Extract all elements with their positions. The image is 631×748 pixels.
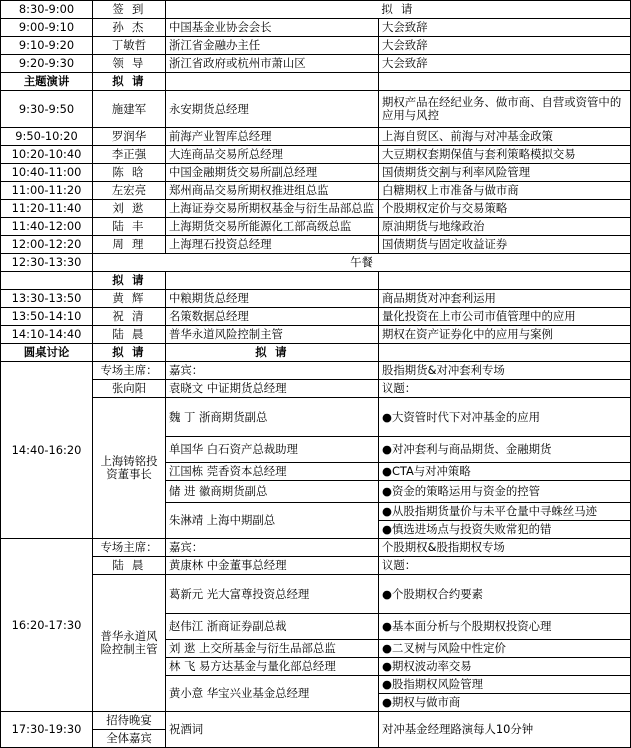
guest-cell: 江国栋 莞香资本总经理 xyxy=(166,463,379,481)
guest-cell: 朱淋靖 上海中期副总 xyxy=(166,503,379,539)
time-cell: 9:50-10:20 xyxy=(1,128,93,146)
time-cell: 9:20-9:30 xyxy=(1,55,93,73)
title-cell: 浙江省政府或杭州市萧山区 xyxy=(166,55,379,73)
title-cell: 永安期货总经理 xyxy=(166,91,379,128)
invite-header: 拟 请 xyxy=(166,1,631,19)
guest-cell: 储 进 徽商期货副总 xyxy=(166,481,379,503)
topics-label: 议题： xyxy=(379,557,631,575)
topic-cell: ●二叉树与风险中性定价 xyxy=(379,640,631,658)
speaker-cell: 陆 丰 xyxy=(93,218,166,236)
time-cell: 11:40-12:00 xyxy=(1,218,93,236)
time-cell: 13:30-13:50 xyxy=(1,290,93,308)
title-cell: 上海证券交易所期权基金与衍生品部总监 xyxy=(166,200,379,218)
agenda-row xyxy=(1,55,631,73)
topic-cell: 原油期货与地缘政治 xyxy=(379,218,631,236)
panel-theme: 个股期权&股指期权专场 xyxy=(379,539,631,557)
agenda-row xyxy=(1,182,631,200)
host-name: 陆 晨 xyxy=(93,557,166,575)
host-label: 专场主席： xyxy=(93,362,166,380)
topic-cell: ●对冲套利与商品期货、金融期货 xyxy=(379,437,631,463)
time-cell: 10:20-10:40 xyxy=(1,146,93,164)
guest-cell: 林 飞 易方达基金与量化部总经理 xyxy=(166,658,379,676)
guest-cell: 袁晓文 中证期货总经理 xyxy=(166,380,379,398)
agenda-row xyxy=(1,326,631,344)
speaker-cell: 黄 辉 xyxy=(93,290,166,308)
host-org: 上海铸铭投资董事长 xyxy=(93,398,166,539)
speaker-cell: 陆 晨 xyxy=(93,326,166,344)
topic-cell: 国债期货交割与利率风险管理 xyxy=(379,164,631,182)
section-label: 圆桌讨论 xyxy=(1,344,93,362)
title-cell: 郑州商品交易所期权推进组总监 xyxy=(166,182,379,200)
lunch-row xyxy=(1,254,631,272)
agenda-row xyxy=(1,91,631,128)
speaker-cell: 孙 杰 xyxy=(93,19,166,37)
speaker-cell: 丁敏哲 xyxy=(93,37,166,55)
time-cell: 16:20-17:30 xyxy=(1,539,93,712)
topic-cell: ●慎选进场点与投资失败常犯的错 xyxy=(379,521,631,539)
topic-cell: ●股指期权风险管理 xyxy=(379,676,631,694)
agenda-row xyxy=(1,218,631,236)
section-header-row xyxy=(1,272,631,290)
panel-host-row xyxy=(1,362,631,380)
speaker-cell: 祝 清 xyxy=(93,308,166,326)
topic-cell: 大会致辞 xyxy=(379,37,631,55)
lunch-label: 午餐 xyxy=(93,254,631,272)
evening-label: 全体嘉宾 xyxy=(93,730,166,748)
agenda-row xyxy=(1,200,631,218)
section-label: 主题演讲 xyxy=(1,73,93,91)
topic-cell: ●期权与做市商 xyxy=(379,694,631,712)
host-org: 普华永道风险控制主管 xyxy=(93,575,166,712)
guest-cell: 刘 逖 上交所基金与衍生品部总监 xyxy=(166,640,379,658)
time-cell: 11:20-11:40 xyxy=(1,200,93,218)
host-label: 专场主席： xyxy=(93,539,166,557)
agenda-row xyxy=(1,164,631,182)
agenda-row xyxy=(1,290,631,308)
guest-cell: 黄康林 中金董事总经理 xyxy=(166,557,379,575)
topic-cell: 国债期货与固定收益证券 xyxy=(379,236,631,254)
time-cell: 9:30-9:50 xyxy=(1,91,93,128)
topic-cell: 期权产品在经纪业务、做市商、自营或资管中的应用与风控 xyxy=(379,91,631,128)
panel-host-row xyxy=(1,539,631,557)
topic-cell: ●从股指期货量价与未平仓量中寻蛛丝马迹 xyxy=(379,503,631,521)
topic-cell: 个股期权定价与交易策略 xyxy=(379,200,631,218)
topic-cell: ●大资管时代下对冲基金的应用 xyxy=(379,398,631,437)
title-cell: 上海理石投资总经理 xyxy=(166,236,379,254)
agenda-row xyxy=(1,37,631,55)
agenda-row xyxy=(1,128,631,146)
invite-header: 拟 请 xyxy=(166,344,379,362)
title-cell: 前海产业智库总经理 xyxy=(166,128,379,146)
speaker-cell: 施建军 xyxy=(93,91,166,128)
guest-cell: 单国华 白石资产总裁助理 xyxy=(166,437,379,463)
speaker-cell: 刘 逖 xyxy=(93,200,166,218)
evening-label: 招待晚宴 xyxy=(93,712,166,730)
topic-cell: ●CTA与对冲策略 xyxy=(379,463,631,481)
title-cell: 中国金融期货交易所副总经理 xyxy=(166,164,379,182)
time-cell: 9:00-9:10 xyxy=(1,19,93,37)
time-cell: 14:10-14:40 xyxy=(1,326,93,344)
speaker-cell: 李正强 xyxy=(93,146,166,164)
topic-cell: 对冲基金经理路演每人10分钟 xyxy=(379,712,631,748)
agenda-row xyxy=(1,308,631,326)
title-cell: 中粮期货总经理 xyxy=(166,290,379,308)
time-cell: 12:30-13:30 xyxy=(1,254,93,272)
time-cell: 11:00-11:20 xyxy=(1,182,93,200)
topic-cell: 大会致辞 xyxy=(379,19,631,37)
topic-cell: ●期权波动率交易 xyxy=(379,658,631,676)
topic-cell: ●基本面分析与个股期权投资心理 xyxy=(379,614,631,640)
section-header-row xyxy=(1,344,631,362)
panel-theme: 股指期货&对冲套利专场 xyxy=(379,362,631,380)
title-cell: 浙江省金融办主任 xyxy=(166,37,379,55)
speaker-cell: 周 理 xyxy=(93,236,166,254)
guests-label: 嘉宾： xyxy=(166,539,379,557)
agenda-row xyxy=(1,1,631,19)
topic-cell: 上海自贸区、前海与对冲基金政策 xyxy=(379,128,631,146)
speaker-cell: 陈 晗 xyxy=(93,164,166,182)
time-cell: 17:30-19:30 xyxy=(1,712,93,748)
topics-label: 议题： xyxy=(379,380,631,398)
title-cell: 普华永道风险控制主管 xyxy=(166,326,379,344)
topic-cell: 期权在资产证券化中的应用与案例 xyxy=(379,326,631,344)
time-cell: 10:40-11:00 xyxy=(1,164,93,182)
guest-cell: 赵伟江 浙商证券副总裁 xyxy=(166,614,379,640)
speaker-cell: 罗润华 xyxy=(93,128,166,146)
time-cell: 8:30-9:00 xyxy=(1,1,93,19)
time-cell: 12:00-12:20 xyxy=(1,236,93,254)
agenda-row xyxy=(1,146,631,164)
title-cell: 大连商品交易所总经理 xyxy=(166,146,379,164)
topic-cell: 白糖期权上市准备与做市商 xyxy=(379,182,631,200)
title-cell: 祝酒词 xyxy=(166,712,379,748)
time-cell: 9:10-9:20 xyxy=(1,37,93,55)
title-cell: 上海期货交易所能源化工部高级总监 xyxy=(166,218,379,236)
guest-cell: 葛新元 光大富尊投资总经理 xyxy=(166,575,379,614)
invite-header: 拟 请 xyxy=(93,272,166,290)
time-cell: 13:50-14:10 xyxy=(1,308,93,326)
agenda-row xyxy=(1,236,631,254)
agenda-row xyxy=(1,19,631,37)
speaker-cell: 领 导 xyxy=(93,55,166,73)
topic-cell: ●资金的策略运用与资金的控管 xyxy=(379,481,631,503)
host-name: 张向阳 xyxy=(93,380,166,398)
speaker-cell: 签 到 xyxy=(93,1,166,19)
section-header-row xyxy=(1,73,631,91)
topic-cell: 大豆期权套期保值与套利策略模拟交易 xyxy=(379,146,631,164)
panel-row xyxy=(1,380,631,398)
topic-cell: 量化投资在上市公司市值管理中的应用 xyxy=(379,308,631,326)
panel-row xyxy=(1,575,631,614)
panel-row xyxy=(1,398,631,437)
guest-cell: 黄小意 华宝兴业基金总经理 xyxy=(166,676,379,712)
speaker-cell: 左宏亮 xyxy=(93,182,166,200)
title-cell: 中国基金业协会会长 xyxy=(166,19,379,37)
topic-cell: 商品期货对冲套利运用 xyxy=(379,290,631,308)
time-cell: 14:40-16:20 xyxy=(1,362,93,539)
topic-cell: ●个股期权合约要素 xyxy=(379,575,631,614)
evening-row xyxy=(1,712,631,730)
invite-header: 拟 请 xyxy=(93,344,166,362)
guest-cell: 魏 丁 浙商期货副总 xyxy=(166,398,379,437)
invite-header: 拟 请 xyxy=(93,73,166,91)
topic-cell: 大会致辞 xyxy=(379,55,631,73)
title-cell: 名策数据总经理 xyxy=(166,308,379,326)
guests-label: 嘉宾： xyxy=(166,362,379,380)
panel-row xyxy=(1,557,631,575)
